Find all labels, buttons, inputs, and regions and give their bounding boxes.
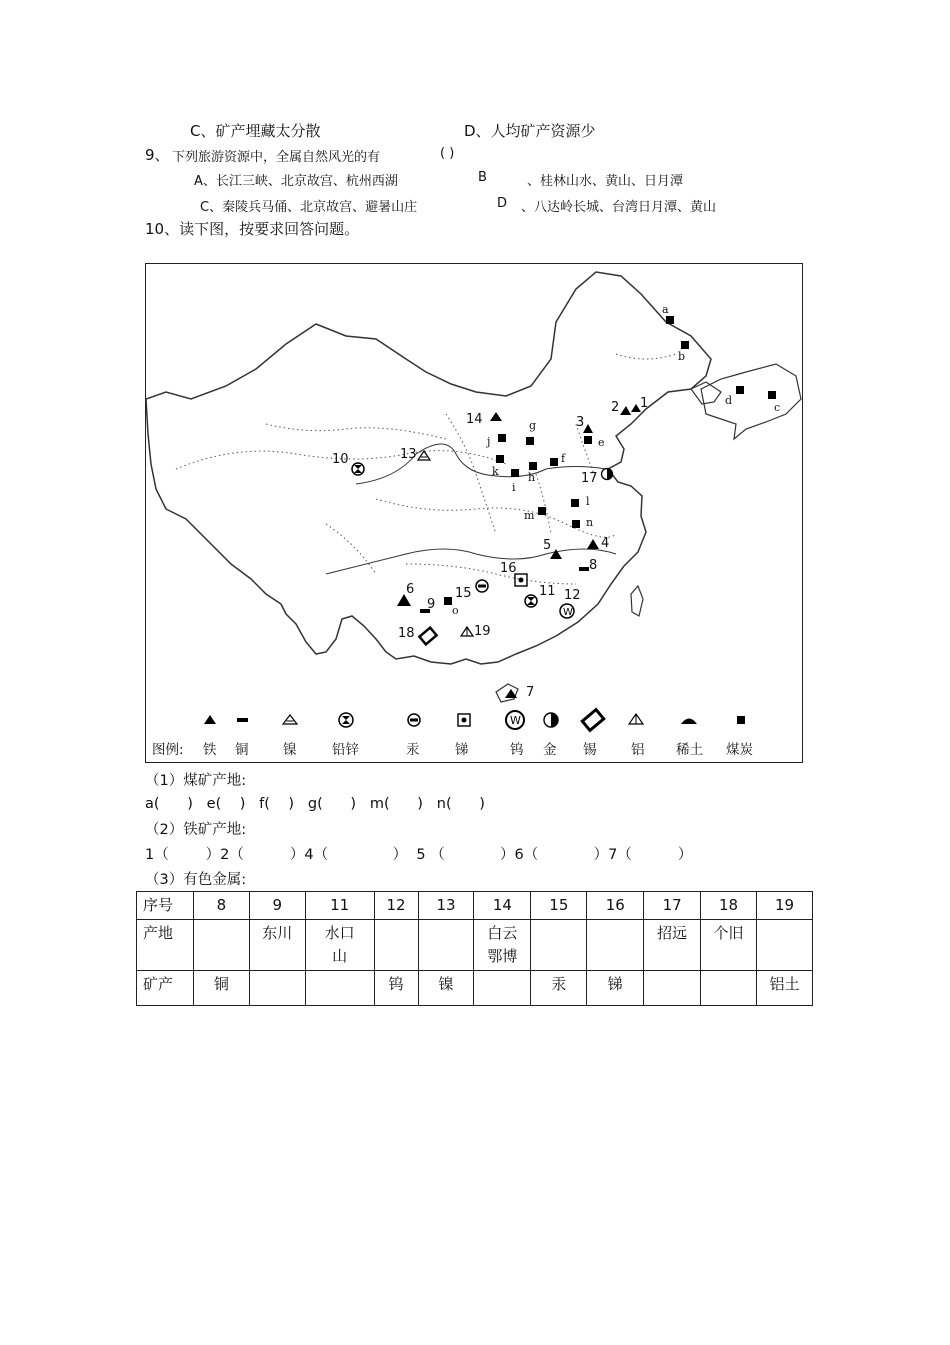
q9-paren: ( ) [440, 146, 455, 161]
q9-option-a: A、长江三峡、北京故宫、杭州西湖 [194, 174, 398, 189]
q9-option-b: 、桂林山水、黄山、日月潭 [527, 174, 684, 189]
table-cell: 铜 [193, 971, 249, 1006]
svg-text:W: W [563, 607, 573, 618]
legend-copper-symbol [237, 718, 248, 722]
table-row-numbers [137, 892, 813, 920]
coal-i [511, 469, 519, 477]
table-row-places [137, 920, 813, 971]
table-cell: 镍 [418, 971, 474, 1006]
map-label-9: 9 [427, 597, 436, 612]
row-label-mineral: 矿产 [137, 971, 194, 1006]
table-cell [249, 971, 305, 1006]
q10-stem: 10、读下图，按要求回答问题。 [145, 220, 360, 238]
table-cell [587, 920, 644, 971]
legend-tin-symbol [582, 710, 604, 731]
table-cell [757, 920, 813, 971]
copper-8 [579, 567, 589, 571]
part2-title: （2）铁矿产地: [145, 822, 247, 838]
map-label-6: 6 [406, 582, 415, 597]
map-label-f: f [561, 452, 566, 465]
q9-stem: 下列旅游资源中，全属自然风光的有 [172, 150, 381, 165]
legend-gold-symbol [544, 713, 558, 727]
iron-4 [587, 539, 599, 549]
table-cell: 汞 [531, 971, 587, 1006]
iron-5 [550, 549, 562, 559]
legend-symbols [204, 710, 745, 731]
map-label-16: 16 [500, 561, 517, 576]
table-cell: 11 [305, 892, 374, 920]
taiwan-island [631, 586, 643, 616]
table-cell: 个旧 [701, 920, 757, 971]
table-cell: 17 [644, 892, 701, 920]
map-label-k: k [492, 465, 499, 478]
map-outline [146, 264, 803, 763]
legend-tungsten: 钨 [510, 742, 524, 758]
map-label-a: a [662, 303, 669, 316]
table-cell: 16 [587, 892, 644, 920]
q9-number: 9、 [145, 146, 170, 164]
map-label-7: 7 [526, 685, 535, 700]
part3-title: （3）有色金属: [145, 872, 247, 888]
map-label-b: b [678, 350, 686, 363]
iron-2 [620, 406, 631, 415]
table-cell: 14 [474, 892, 531, 920]
legend-lead-zinc-symbol [339, 713, 353, 727]
aluminum-19 [461, 627, 473, 636]
legend-lead-zinc: 铅锌 [332, 742, 359, 758]
legend-antimony: 锑 [455, 742, 469, 758]
row-label-place: 产地 [137, 920, 194, 971]
table-cell: 12 [374, 892, 418, 920]
map-label-n: n [586, 516, 594, 529]
row-label-number: 序号 [137, 892, 194, 920]
lead-zinc-10 [352, 463, 364, 475]
part1-blanks: a( ) e( ) f( ) g( ) m( ) n( ) [145, 796, 485, 812]
part1-title: （1）煤矿产地: [145, 773, 247, 789]
legend-iron: 铁 [203, 742, 217, 758]
coal-l [571, 499, 579, 507]
table-cell: 8 [193, 892, 249, 920]
q9-option-c: C、秦陵兵马俑、北京故宫、避暑山庄 [200, 200, 418, 215]
svg-text:W: W [510, 714, 521, 727]
map-label-l: l [586, 495, 590, 508]
iron-14 [490, 412, 502, 421]
table-cell: 锑 [587, 971, 644, 1006]
q9-option-b-letter: B [478, 170, 487, 185]
map-label-8: 8 [589, 558, 598, 573]
nonferrous-table [136, 891, 813, 1006]
map-label-10: 10 [332, 452, 349, 467]
q9-option-d: 、八达岭长城、台湾日月潭、黄山 [521, 200, 717, 215]
q8-option-d: D、人均矿产资源少 [464, 122, 596, 140]
legend-copper: 铜 [235, 742, 249, 758]
china-mineral-map [145, 263, 803, 763]
iron-3 [583, 424, 593, 433]
coal-d [736, 386, 744, 394]
q9-option-d-letter: D [497, 196, 508, 211]
table-cell: 铝土 [757, 971, 813, 1006]
coal-f [550, 458, 558, 466]
table-cell: 招远 [644, 920, 701, 971]
map-label-i: i [512, 481, 516, 494]
map-label-13: 13 [400, 447, 417, 462]
legend-iron-symbol [204, 715, 216, 724]
table-cell [193, 920, 249, 971]
coal-g [526, 437, 534, 445]
legend-tin: 锡 [583, 742, 597, 758]
map-label-1: 1 [640, 396, 649, 411]
table-cell: 19 [757, 892, 813, 920]
map-label-g: g [529, 419, 537, 432]
q8-option-c: C、矿产埋藏太分散 [190, 122, 321, 140]
legend-antimony-symbol [458, 714, 470, 726]
coal-o [444, 597, 452, 605]
yangtze-river [326, 549, 616, 574]
coal-j [498, 434, 506, 442]
map-label-h: h [528, 471, 536, 484]
table-cell: 东川 [249, 920, 305, 971]
legend-aluminum-symbol [629, 714, 643, 724]
table-cell: 水口山 [305, 920, 374, 971]
map-label-14: 14 [466, 412, 483, 427]
mercury-15 [476, 580, 488, 592]
map-label-11: 11 [539, 584, 556, 599]
table-cell: 15 [531, 892, 587, 920]
nickel-13 [418, 451, 430, 460]
legend-rare-earth: 稀土 [676, 742, 703, 758]
table-row-minerals [137, 971, 813, 1006]
coal-markers [444, 316, 776, 605]
coal-c [768, 391, 776, 399]
table-cell [701, 971, 757, 1006]
map-label-19: 19 [474, 624, 491, 639]
legend-mercury: 汞 [406, 742, 420, 758]
table-cell [418, 920, 474, 971]
coal-h [529, 462, 537, 470]
map-label-5: 5 [543, 538, 552, 553]
tin-18 [419, 628, 436, 645]
map-label-e: e [598, 436, 605, 449]
map-label-c: c [774, 401, 781, 414]
table-cell [644, 971, 701, 1006]
coal-m [538, 507, 546, 515]
gold-17 [602, 469, 613, 480]
map-label-2: 2 [611, 400, 620, 415]
hainan-island [496, 684, 518, 702]
table-cell: 白云鄂博 [474, 920, 531, 971]
part2-blanks: 1（ ）2（ ）4（ ） 5 （ ）6（ ）7（ ） [145, 847, 693, 863]
legend-nickel: 镍 [283, 742, 297, 758]
map-label-12: 12 [564, 588, 581, 603]
coal-e [584, 436, 592, 444]
coal-k [496, 455, 504, 463]
coal-a [666, 316, 674, 324]
map-label-j: j [487, 435, 491, 448]
legend-title: 图例: [152, 742, 184, 758]
map-label-18: 18 [398, 626, 415, 641]
legend-aluminum: 铝 [631, 742, 645, 758]
map-label-3: 3 [576, 415, 585, 430]
yellow-river [356, 444, 606, 484]
table-cell [305, 971, 374, 1006]
table-cell [374, 920, 418, 971]
legend-rare-earth-symbol [681, 719, 697, 725]
iron-7 [505, 689, 517, 698]
map-label-17: 17 [581, 471, 598, 486]
legend-nickel-symbol [283, 715, 297, 724]
table-cell: 钨 [374, 971, 418, 1006]
map-label-o: o [452, 604, 459, 617]
table-cell [474, 971, 531, 1006]
map-label-4: 4 [601, 536, 610, 551]
table-cell [531, 920, 587, 971]
table-cell: 9 [249, 892, 305, 920]
map-label-d: d [725, 394, 733, 407]
map-label-m: m [524, 509, 535, 522]
map-label-15: 15 [455, 586, 472, 601]
lead-zinc-11 [525, 595, 537, 607]
antimony-16 [515, 574, 527, 586]
legend-tungsten-symbol [506, 711, 524, 729]
legend-gold: 金 [543, 742, 557, 758]
coal-n [572, 520, 580, 528]
legend-mercury-symbol [408, 714, 420, 726]
east-landmass [701, 364, 801, 439]
coal-b [681, 341, 689, 349]
legend-coal: 煤炭 [726, 742, 753, 758]
table-cell: 13 [418, 892, 474, 920]
table-cell: 18 [701, 892, 757, 920]
tungsten-12 [560, 604, 574, 618]
legend-coal-symbol [737, 716, 745, 724]
